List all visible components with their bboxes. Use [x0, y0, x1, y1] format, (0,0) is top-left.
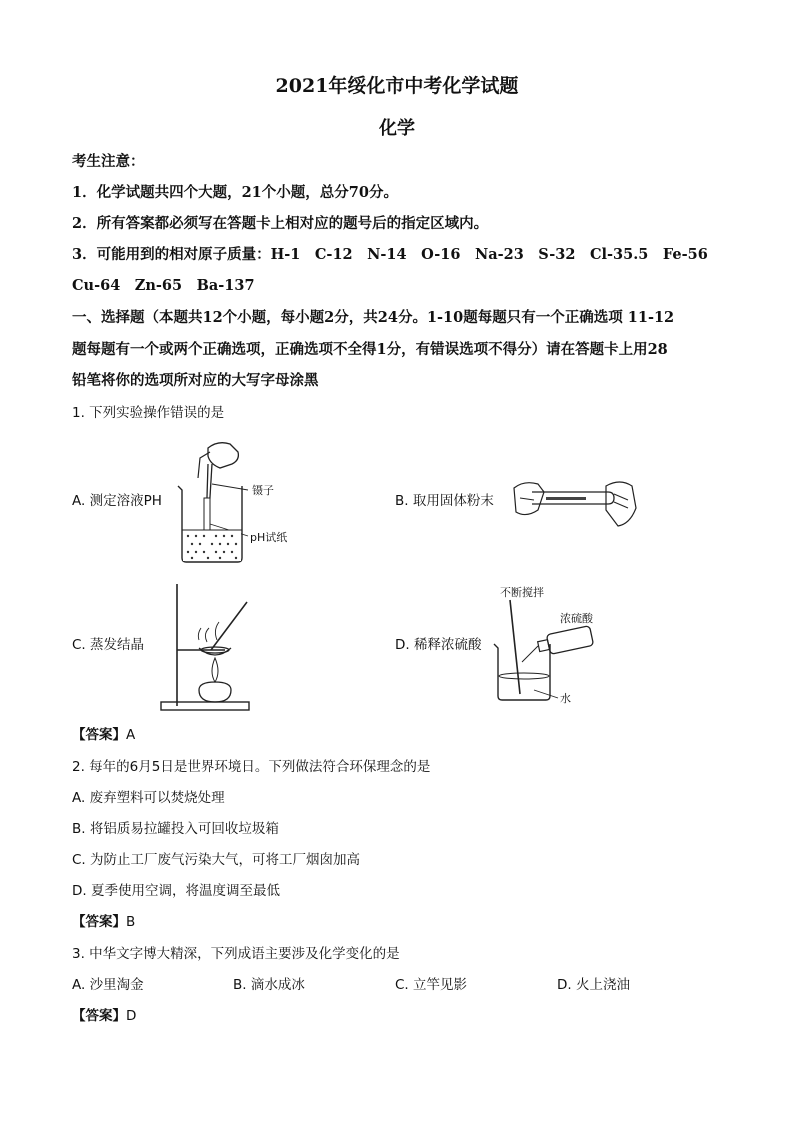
answer-label: 【答案】 — [72, 914, 126, 930]
q3-option-b: B. 滴水成冰 — [233, 977, 305, 993]
q1-stem: 1. 下列实验操作错误的是 — [72, 405, 225, 421]
notice-2: 2．所有答案都必须写在答题卡上相对应的题号后的指定区域内。 — [72, 215, 489, 232]
q2-answer — [72, 910, 135, 930]
stir-label: 不断搅拌 — [500, 586, 544, 599]
q2-option-c: C. 为防止工厂废气污染大气，可将工厂烟囱加高 — [72, 852, 361, 868]
q2-option-b: B. 将铝质易拉罐投入可回收垃圾箱 — [72, 821, 279, 837]
q3-stem: 3. 中华文字博大精深，下列成语主要涉及化学变化的是 — [72, 946, 400, 962]
notice-1: 1．化学试题共四个大题，21个小题，总分70分。 — [72, 184, 398, 201]
section1-line-1: 一、选择题（本题共12个小题，每小题2分，共24分。1-10题每题只有一个正确选项 11-12 — [72, 309, 675, 326]
q1-answer — [72, 723, 135, 743]
q3-option-d: D. 火上浇油 — [557, 977, 630, 993]
q3-option-c: C. 立竿见影 — [395, 977, 468, 993]
dilution-figure — [490, 582, 620, 710]
q2-option-d: D. 夏季使用空调，将温度调至最低 — [72, 883, 280, 899]
powder-figure — [510, 470, 640, 540]
notice-heading: 考生注意： — [72, 153, 145, 170]
ph-paper-label: pH试纸 — [250, 531, 288, 544]
evaporation-figure — [155, 578, 255, 716]
q3-answer — [72, 1004, 136, 1024]
notice-3: 3．可能用到的相对原子质量：H-1 C-12 N-14 O-16 Na-23 S-32 Cl-35.5 Fe-56 — [72, 246, 708, 263]
section1-line-3: 铅笔将你的选项所对应的大写字母涂黑 — [72, 372, 319, 389]
answer-label: 【答案】 — [72, 727, 126, 743]
answer-value: A — [126, 727, 136, 743]
q2-stem: 2. 每年的6月5日是世界环境日。下列做法符合环保理念的是 — [72, 759, 431, 775]
subject-title: 化学 — [379, 118, 415, 139]
acid-label: 浓硫酸 — [560, 612, 593, 625]
answer-value: D — [126, 1008, 137, 1024]
answer-value: B — [126, 914, 136, 930]
q1-option-a: A. 测定溶液PH — [72, 493, 162, 509]
water-label: 水 — [560, 692, 571, 705]
answer-label: 【答案】 — [72, 1008, 126, 1024]
exam-title: 2021年绥化市中考化学试题 — [275, 75, 519, 97]
q3-option-a: A. 沙里淘金 — [72, 977, 144, 993]
q1-option-b: B. 取用固体粉末 — [395, 493, 494, 509]
q1-option-c: C. 蒸发结晶 — [72, 637, 145, 653]
q2-option-a: A. 废弃塑料可以焚烧处理 — [72, 790, 225, 806]
section1-line-2: 题每题有一个或两个正确选项，正确选项不全得1分，有错误选项不得分）请在答题卡上用28 — [72, 341, 668, 358]
ph-test-figure — [170, 438, 290, 568]
q1-option-d: D. 稀释浓硫酸 — [395, 637, 482, 653]
notice-4: Cu-64 Zn-65 Ba-137 — [72, 277, 255, 294]
tweezers-label: 镊子 — [252, 484, 274, 497]
